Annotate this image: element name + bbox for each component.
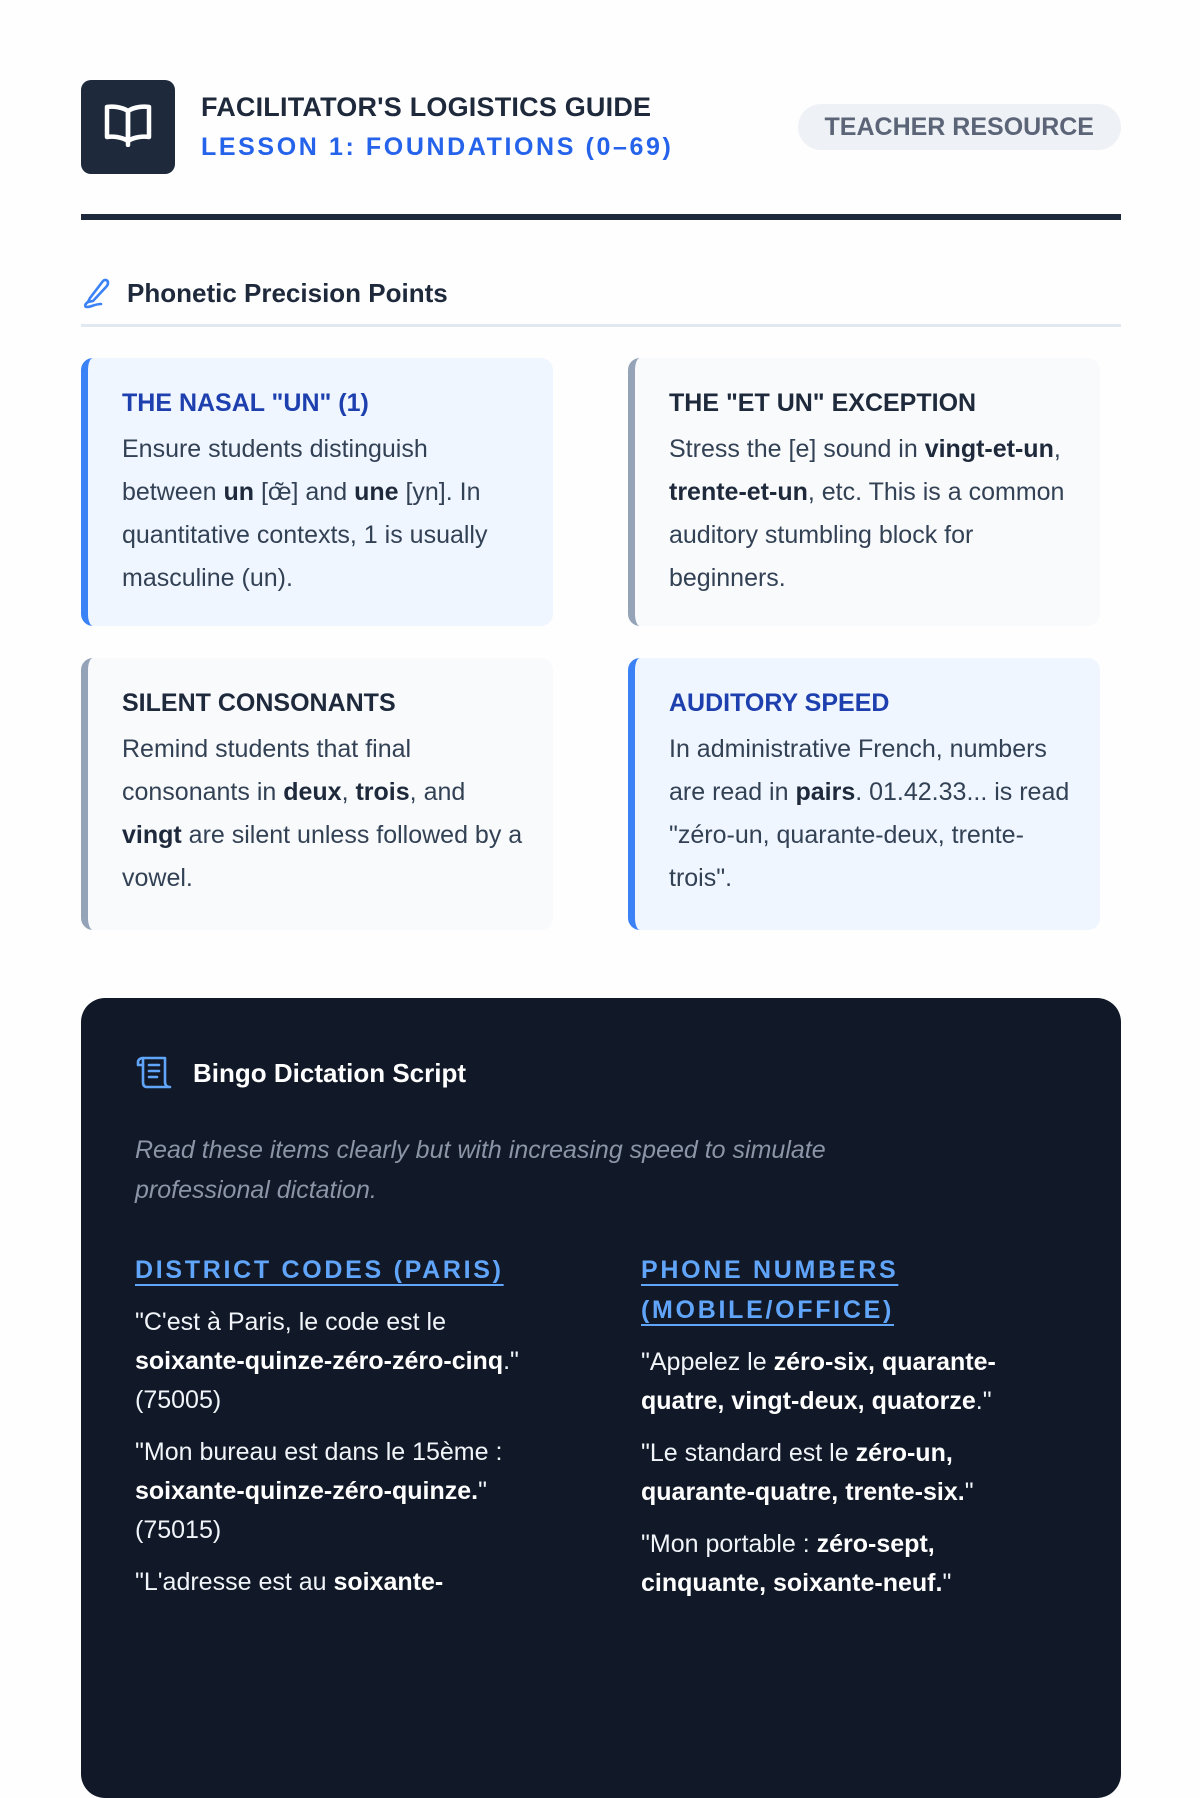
emphasis-text: deux <box>283 778 342 806</box>
header-text <box>201 90 673 164</box>
card-silent-consonants <box>81 658 553 930</box>
emphasis-text: pairs <box>795 778 856 806</box>
teacher-resource-badge: TEACHER RESOURCE <box>798 104 1121 150</box>
emphasis-text: soixante-quinze-zéro-zéro-cinq <box>135 1347 504 1375</box>
card-title: THE "ET UN" EXCEPTION <box>669 389 977 417</box>
header <box>81 80 1121 174</box>
pen-icon <box>81 276 111 315</box>
section-title: Phonetic Precision Points <box>127 278 448 308</box>
emphasis-text: trois <box>355 778 410 806</box>
page <box>81 80 1121 1597</box>
card-body: Remind students that final consonants in deux, trois, and vingt are silent unless followed by a vowel. <box>122 735 523 892</box>
column-title: DISTRICT CODES (PARIS) <box>135 1256 504 1284</box>
card-body: In administrative French, numbers are read in pairs. 01.42.33... is read "zéro-un, quarante-deux, trente-trois". <box>669 735 1070 892</box>
open-book-icon <box>103 103 153 152</box>
card-title: SILENT CONSONANTS <box>122 689 396 717</box>
district-codes-column <box>135 1250 555 1602</box>
emphasis-text: vingt-et-un <box>924 435 1054 463</box>
emphasis-text: zéro-six, quarante-quatre, vingt-deux, quatorze <box>641 1348 996 1415</box>
card-nasal-un <box>81 358 553 626</box>
card-body: Stress the [e] sound in vingt-et-un, trente-et-un, etc. This is a common auditory stumbling block for beginners. <box>669 435 1065 592</box>
card-auditory-speed <box>628 658 1100 930</box>
guide-title: FACILITATOR'S LOGISTICS GUIDE <box>201 92 652 122</box>
lesson-subtitle: LESSON 1: FOUNDATIONS (0–69) <box>201 133 674 161</box>
card-body: Ensure students distinguish between un [œ̃] and une [yn]. In quantitative contexts, 1 is usually masculine (un). <box>122 435 488 592</box>
dictation-intro: Read these items clearly but with increasing speed to simulate professional dictation. <box>135 1136 826 1204</box>
emphasis-text: zéro-un, quarante-quatre, trente-six. <box>641 1439 965 1506</box>
scroll-icon <box>135 1052 173 1095</box>
script-item: "C'est à Paris, le code est le soixante-quinze-zéro-zéro-cinq." (75005) <box>135 1308 519 1414</box>
script-item: "Appelez le zéro-six, quarante-quatre, vingt-deux, quatorze." <box>641 1348 996 1415</box>
card-title: THE NASAL "UN" (1) <box>122 389 369 417</box>
section-heading <box>81 276 1121 327</box>
emphasis-text: soixante- <box>333 1568 444 1596</box>
script-item: "Mon portable : zéro-sept, cinquante, soixante-neuf." <box>641 1530 952 1597</box>
card-et-un-exception <box>628 358 1100 626</box>
card-title: AUDITORY SPEED <box>669 689 890 717</box>
script-item: "Mon bureau est dans le 15ème : soixante-quinze-zéro-quinze." (75015) <box>135 1438 503 1544</box>
emphasis-text: zéro-sept, cinquante, soixante-neuf. <box>641 1530 943 1597</box>
emphasis-text: soixante-quinze-zéro-quinze. <box>135 1477 479 1505</box>
script-item: "L'adresse est au soixante- <box>135 1568 444 1596</box>
script-item: "Le standard est le zéro-un, quarante-quatre, trente-six." <box>641 1439 974 1506</box>
emphasis-text: une <box>354 478 399 506</box>
logo <box>81 80 175 174</box>
emphasis-text: un <box>223 478 255 506</box>
dictation-script-panel <box>81 998 1121 1798</box>
emphasis-text: trente-et-un <box>669 478 808 506</box>
column-title: PHONE NUMBERS (MOBILE/OFFICE) <box>641 1256 899 1324</box>
emphasis-text: vingt <box>122 821 182 849</box>
header-divider <box>81 214 1121 220</box>
phone-numbers-column <box>641 1250 1061 1603</box>
dictation-script-title: Bingo Dictation Script <box>193 1058 466 1088</box>
